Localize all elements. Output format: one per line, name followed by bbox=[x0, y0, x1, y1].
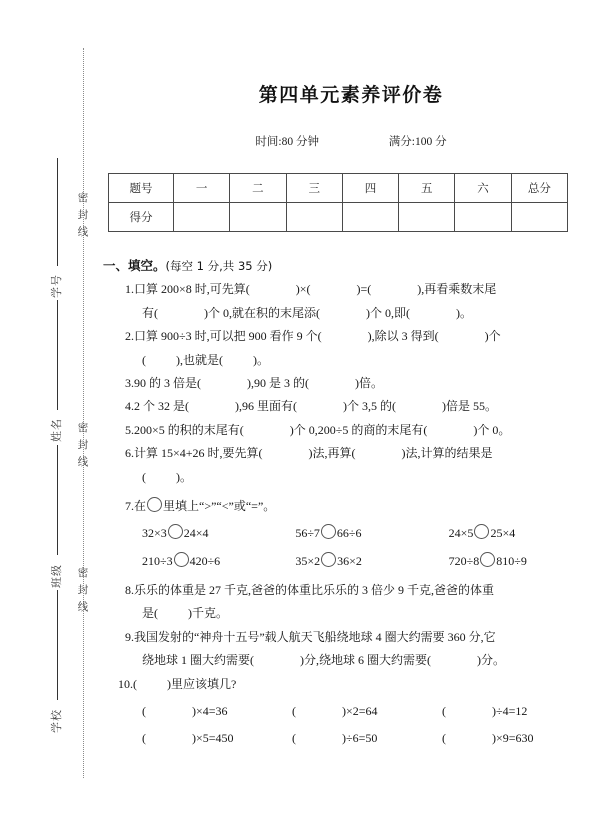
q7-prompt-tail: 里填上“>”“<”或“=”。 bbox=[163, 498, 276, 513]
q10-3-open: ( bbox=[442, 704, 446, 719]
q2-seg-5: ),也就是( bbox=[176, 352, 223, 367]
q1-seg-2: )×( bbox=[295, 282, 311, 297]
q10-3-expr: )÷4=12 bbox=[492, 704, 528, 719]
q10-4-expr: )×5=450 bbox=[192, 731, 234, 746]
q9-seg-1: 我国发射的“神舟十五号”载人航天飞船绕地球 4 圈大约需要 360 分,它 bbox=[134, 629, 496, 644]
q10-open: ( bbox=[133, 676, 137, 691]
score-table-label-score: 得分 bbox=[109, 203, 174, 232]
side-label-school: 学校 bbox=[50, 709, 63, 733]
q7-6-left: 720÷8 bbox=[448, 553, 480, 568]
side-label-class: 班级 bbox=[50, 564, 63, 588]
seal-divider-2 bbox=[57, 300, 58, 410]
question-10-row-2 bbox=[118, 727, 602, 750]
q4-seg-2: ),96 里面有( bbox=[235, 399, 297, 414]
seal-divider-3 bbox=[57, 445, 58, 555]
q9-seg-2: 绕地球 1 圈大约需要( bbox=[142, 653, 254, 668]
question-10-row-1 bbox=[118, 700, 602, 723]
q10-6-open: ( bbox=[442, 731, 446, 746]
q2-seg-2: ),除以 3 得到( bbox=[367, 329, 439, 344]
score-cell-3[interactable] bbox=[286, 203, 342, 232]
question-6-line-1 bbox=[125, 442, 602, 465]
q10-5-expr: )÷6=50 bbox=[342, 731, 378, 746]
q1-seg-7: )个 0,即( bbox=[366, 305, 410, 320]
seal-char-xian: 线 bbox=[77, 601, 89, 613]
q7-4-right: 420÷6 bbox=[189, 553, 221, 568]
q3-seg-3: )倍。 bbox=[355, 375, 383, 390]
q6-seg-1: 计算 15×4+26 时,要先算( bbox=[134, 446, 263, 461]
exam-time-label: 时间:80 分钟 bbox=[255, 136, 319, 148]
score-table-col-4: 四 bbox=[342, 174, 398, 203]
question-5-number: 5. bbox=[125, 422, 134, 437]
question-8-line-2 bbox=[125, 602, 602, 625]
seal-char-feng: 封 bbox=[77, 439, 89, 451]
question-4-line-1 bbox=[125, 395, 602, 418]
question-7-prompt bbox=[125, 495, 602, 518]
q9-seg-3: )分,绕地球 6 圈大约需要( bbox=[300, 653, 431, 668]
section-points: (每空 1 分,共 35 分) bbox=[165, 259, 273, 273]
seal-char-mi: 密 bbox=[77, 422, 89, 434]
exam-paper bbox=[100, 0, 602, 827]
q7-item-6 bbox=[449, 550, 602, 573]
seal-char-xian: 线 bbox=[77, 226, 89, 238]
q5-seg-1: 200×5 的积的末尾有( bbox=[134, 422, 244, 437]
score-cell-1[interactable] bbox=[174, 203, 230, 232]
q1-seg-4: ),再看乘数末尾 bbox=[417, 282, 497, 297]
q2-seg-1: 口算 900÷3 时,可以把 900 看作 9 个( bbox=[134, 329, 322, 344]
question-9-line-2 bbox=[125, 649, 602, 672]
q2-seg-4: ( bbox=[142, 352, 146, 367]
q8-seg-3: )千克。 bbox=[188, 606, 228, 621]
score-table bbox=[108, 173, 568, 232]
question-3-number: 3. bbox=[125, 375, 134, 390]
q7-3-left: 24×5 bbox=[448, 526, 474, 541]
q7-5-right: 36×2 bbox=[337, 553, 362, 568]
q1-seg-5: 有( bbox=[142, 305, 158, 320]
question-10-number: 10. bbox=[118, 676, 133, 691]
q7-prompt-head: 在 bbox=[134, 498, 147, 513]
sealing-margin bbox=[0, 0, 100, 827]
question-10-prompt bbox=[118, 673, 602, 696]
question-2-line-2 bbox=[125, 349, 602, 372]
seal-char-mi: 密 bbox=[77, 567, 89, 579]
section-heading-text: 一、填空。 bbox=[103, 258, 166, 273]
q7-item-2 bbox=[295, 522, 448, 545]
score-table-col-3: 三 bbox=[286, 174, 342, 203]
q1-seg-3: )=( bbox=[356, 282, 372, 297]
question-3 bbox=[100, 372, 602, 395]
question-3-line-1 bbox=[125, 372, 602, 395]
q10-1-open: ( bbox=[142, 704, 146, 719]
question-4 bbox=[100, 395, 602, 418]
table-row-scores bbox=[109, 203, 568, 232]
q7-6-right: 810÷9 bbox=[496, 553, 527, 568]
question-10 bbox=[100, 673, 602, 751]
circle-blank-icon[interactable] bbox=[147, 497, 162, 512]
q10-4-open: ( bbox=[142, 731, 146, 746]
exam-total-score-label: 满分:100 分 bbox=[388, 136, 447, 148]
q6-seg-4: ( bbox=[142, 469, 146, 484]
q7-item-3 bbox=[449, 522, 602, 545]
q3-seg-1: 90 的 3 倍是( bbox=[134, 375, 201, 390]
question-9 bbox=[100, 626, 602, 673]
q10-item-6 bbox=[442, 727, 592, 750]
table-row-question-numbers bbox=[109, 174, 568, 203]
question-6 bbox=[100, 442, 602, 489]
question-7-number: 7. bbox=[125, 498, 134, 513]
question-1-line-2 bbox=[125, 302, 602, 325]
q10-1-expr: )×4=36 bbox=[192, 704, 228, 719]
q7-3-right: 25×4 bbox=[490, 526, 516, 541]
q1-seg-8: )。 bbox=[456, 305, 472, 320]
seal-char-mi: 密 bbox=[77, 192, 89, 204]
score-cell-6[interactable] bbox=[455, 203, 511, 232]
question-6-number: 6. bbox=[125, 446, 134, 461]
q2-seg-6: )。 bbox=[253, 352, 269, 367]
question-5 bbox=[100, 419, 602, 442]
q7-1-left: 32×3 bbox=[142, 526, 167, 541]
q10-item-3 bbox=[442, 700, 592, 723]
question-8 bbox=[100, 579, 602, 626]
circle-blank-icon[interactable] bbox=[474, 524, 489, 539]
q7-1-right: 24×4 bbox=[183, 526, 209, 541]
question-7-row-1 bbox=[125, 522, 602, 545]
q10-2-expr: )×2=64 bbox=[342, 704, 378, 719]
q10-item-5 bbox=[292, 727, 442, 750]
q7-5-left: 35×2 bbox=[295, 553, 321, 568]
seal-line-text-1 bbox=[70, 190, 96, 241]
score-table-col-1: 一 bbox=[174, 174, 230, 203]
seal-line-text-3 bbox=[70, 565, 96, 616]
q6-seg-5: )。 bbox=[176, 469, 192, 484]
circle-blank-icon[interactable] bbox=[321, 552, 336, 567]
q9-seg-4: )分。 bbox=[477, 653, 505, 668]
q7-item-5 bbox=[295, 550, 448, 573]
q6-seg-3: )法,计算的结果是 bbox=[401, 446, 493, 461]
side-label-student-number: 学号 bbox=[50, 274, 63, 298]
seal-char-xian: 线 bbox=[77, 456, 89, 468]
exam-meta bbox=[100, 133, 602, 149]
q7-2-left: 56÷7 bbox=[295, 526, 320, 541]
score-table-col-6: 六 bbox=[455, 174, 511, 203]
q4-seg-1: 2 个 32 是( bbox=[134, 399, 189, 414]
score-cell-total[interactable] bbox=[511, 203, 567, 232]
seal-char-feng: 封 bbox=[77, 209, 89, 221]
question-1-number: 1. bbox=[125, 282, 134, 297]
circle-blank-icon[interactable] bbox=[174, 552, 189, 567]
circle-blank-icon[interactable] bbox=[480, 552, 495, 567]
question-2-line-1 bbox=[125, 325, 602, 348]
page-title: 第四单元素养评价卷 bbox=[258, 84, 444, 106]
q10-close: )里应该填几? bbox=[167, 676, 237, 691]
question-8-number: 8. bbox=[125, 583, 134, 598]
question-1-line-1 bbox=[125, 278, 602, 301]
score-cell-2[interactable] bbox=[230, 203, 286, 232]
score-table-label-question: 题号 bbox=[109, 174, 174, 203]
q10-2-open: ( bbox=[292, 704, 296, 719]
question-9-number: 9. bbox=[125, 629, 134, 644]
q5-seg-2: )个 0,200÷5 的商的末尾有( bbox=[289, 422, 428, 437]
q7-item-4 bbox=[142, 550, 295, 573]
q10-item-4 bbox=[142, 727, 292, 750]
q1-seg-1: 口算 200×8 时,可先算( bbox=[134, 282, 250, 297]
seal-line-text-2 bbox=[70, 420, 96, 471]
question-7-row-2 bbox=[125, 550, 602, 573]
q3-seg-2: ),90 是 3 的( bbox=[247, 375, 309, 390]
q10-5-open: ( bbox=[292, 731, 296, 746]
circle-blank-icon[interactable] bbox=[168, 524, 183, 539]
q1-seg-6: )个 0,就在积的末尾添( bbox=[204, 305, 320, 320]
seal-divider-4 bbox=[57, 590, 58, 700]
question-6-line-2 bbox=[125, 466, 602, 489]
question-9-line-1 bbox=[125, 626, 602, 649]
question-5-line-1 bbox=[125, 419, 602, 442]
q7-2-right: 66÷6 bbox=[336, 526, 362, 541]
q7-item-1 bbox=[142, 522, 295, 545]
questions-area bbox=[100, 254, 602, 751]
q6-seg-2: )法,再算( bbox=[308, 446, 356, 461]
q10-item-2 bbox=[292, 700, 442, 723]
question-2 bbox=[100, 325, 602, 372]
q4-seg-4: )倍是 55。 bbox=[442, 399, 497, 414]
score-table-col-total: 总分 bbox=[511, 174, 567, 203]
seal-divider-1 bbox=[57, 158, 58, 266]
section-heading-fill-in-blanks bbox=[100, 254, 602, 278]
q7-4-left: 210÷3 bbox=[142, 553, 173, 568]
q2-seg-3: )个 bbox=[484, 329, 501, 344]
question-8-line-1 bbox=[125, 579, 602, 602]
circle-blank-icon[interactable] bbox=[321, 524, 336, 539]
q10-6-expr: )×9=630 bbox=[492, 731, 534, 746]
score-cell-4[interactable] bbox=[342, 203, 398, 232]
question-1 bbox=[100, 278, 602, 325]
side-label-name: 姓名 bbox=[50, 418, 63, 442]
seal-char-feng: 封 bbox=[77, 584, 89, 596]
q8-seg-2: 是( bbox=[142, 606, 158, 621]
q4-seg-3: )个 3,5 的( bbox=[343, 399, 396, 414]
seal-dotted-line bbox=[83, 48, 84, 778]
score-table-col-5: 五 bbox=[399, 174, 455, 203]
q5-seg-3: )个 0。 bbox=[473, 422, 511, 437]
score-cell-5[interactable] bbox=[399, 203, 455, 232]
question-4-number: 4. bbox=[125, 399, 134, 414]
question-7 bbox=[100, 495, 602, 573]
question-2-number: 2. bbox=[125, 329, 134, 344]
q10-item-1 bbox=[142, 700, 292, 723]
q8-seg-1: 乐乐的体重是 27 千克,爸爸的体重比乐乐的 3 倍少 9 千克,爸爸的体重 bbox=[134, 583, 495, 598]
score-table-col-2: 二 bbox=[230, 174, 286, 203]
